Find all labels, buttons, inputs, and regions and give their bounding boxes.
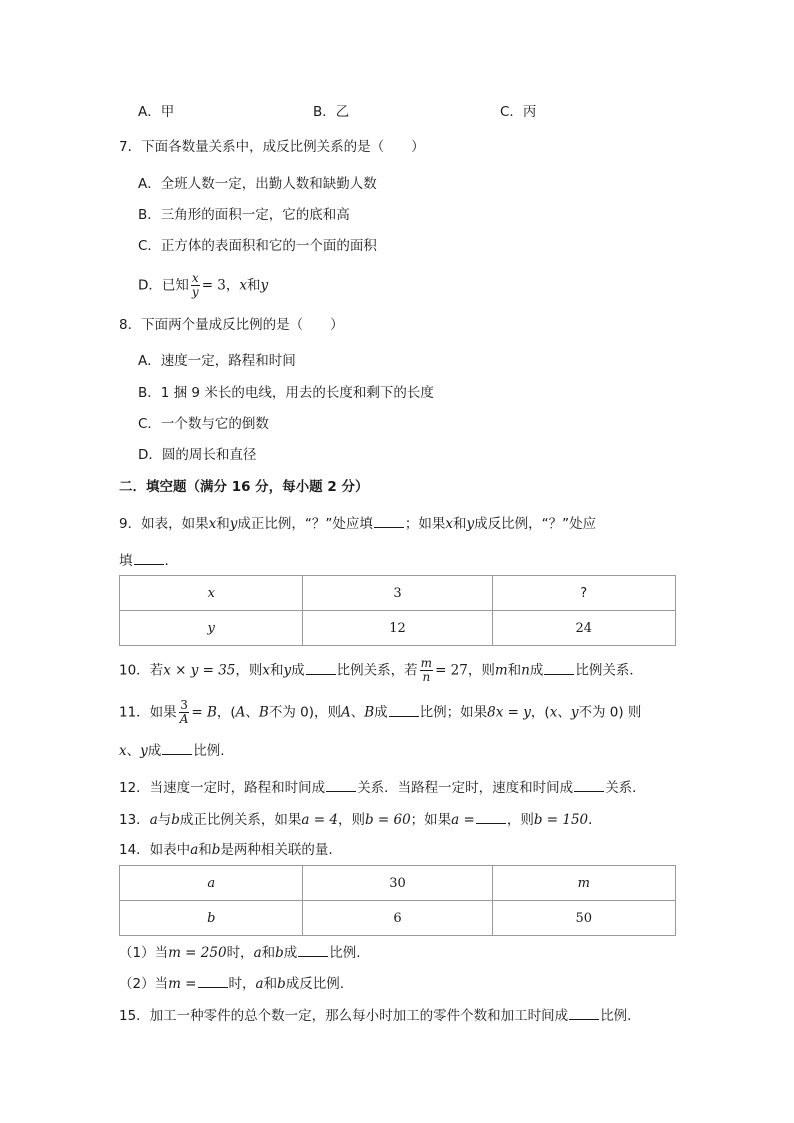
q9-text: 和 <box>452 516 467 532</box>
table-row <box>120 901 676 936</box>
q11-text: 比例. <box>193 743 225 759</box>
var-n: n <box>521 662 530 679</box>
var-y: y <box>260 277 269 294</box>
answer-blank <box>374 514 404 528</box>
answer-blank <box>326 778 356 792</box>
answer-blank <box>389 703 419 717</box>
q9-text: 成正比例，“？”处应填 <box>237 516 373 532</box>
q11-text: 不为 0)，则 <box>268 704 341 721</box>
var-a: a <box>255 976 264 992</box>
var-x: x <box>208 516 217 532</box>
fraction-numerator: x <box>191 271 199 285</box>
q14-text: 时， <box>226 945 254 961</box>
answer-blank <box>306 661 336 675</box>
q10-text: 比例关系，若 <box>336 662 418 679</box>
q14-text: 和 <box>261 945 276 961</box>
q14-text: 和 <box>198 842 212 858</box>
q9-line2 <box>119 551 169 570</box>
q7-stem: 7．下面各数量关系中，成反比例关系的是（ ） <box>119 139 425 155</box>
q10-fraction <box>420 657 433 684</box>
q6-option-a: A．甲 <box>138 104 175 120</box>
var-a: a <box>149 812 158 828</box>
q8-option-b: B．1 捆 9 米长的电线，用去的长度和剩下的长度 <box>138 385 434 401</box>
q10-text: 和 <box>507 662 522 679</box>
table-cell: m <box>492 866 676 901</box>
q13-text: ． <box>588 812 602 828</box>
q9-text: . <box>164 553 169 569</box>
q13-text: 成正比例关系，如果 <box>179 812 302 828</box>
var-b: B <box>364 704 375 721</box>
var-a: a <box>253 945 262 961</box>
q11-text: 11．如果 <box>119 704 177 721</box>
q14-text: 14．如表中 <box>119 842 191 858</box>
table-cell: y <box>120 611 303 646</box>
table-row <box>120 611 676 646</box>
table-row <box>120 866 676 901</box>
answer-blank <box>162 741 192 755</box>
fraction-numerator: m <box>420 656 433 670</box>
q11-text: ，( <box>216 704 236 721</box>
var-y: y <box>283 662 292 679</box>
q8-option-a: A．速度一定，路程和时间 <box>138 353 296 369</box>
q14-expr: m = 250 <box>168 945 227 961</box>
table-row <box>120 576 676 611</box>
q13-expr: b = 150 <box>533 812 589 828</box>
q10-text: ，则 <box>467 662 495 679</box>
q9-text: 成反比例，“？”处应 <box>474 516 597 532</box>
q7-d-fraction <box>191 272 200 299</box>
table-xy <box>119 575 676 646</box>
q13-expr: a = <box>451 812 475 828</box>
answer-blank <box>476 810 506 824</box>
q14-expr: m = <box>168 976 197 992</box>
q13-text: ，则 <box>337 812 365 828</box>
table-cell: a <box>120 866 303 901</box>
q12-text: 12．当速度一定时，路程和时间成 <box>119 780 326 796</box>
q11-line2 <box>119 741 225 760</box>
var-a: A <box>235 704 246 721</box>
q14-text: 和 <box>263 976 278 992</box>
section-heading: 二．填空题（满分 16 分，每小题 2 分） <box>119 479 369 495</box>
q13-text: ；如果 <box>410 812 452 828</box>
q9-line1 <box>119 514 596 533</box>
q10-text: 成 <box>529 662 544 679</box>
q12-line <box>119 778 646 797</box>
var-x: x <box>445 516 453 532</box>
q7-d-prefix: D．已知 <box>138 277 189 294</box>
var-y: y <box>466 516 475 532</box>
q10-expr: x × y = 35 <box>163 662 236 679</box>
q9-text: 9．如表，如果 <box>119 516 209 532</box>
table-cell: x <box>120 576 303 611</box>
answer-blank <box>134 551 164 565</box>
q7-d-and: 和 <box>247 277 261 294</box>
q12-text: 关系． <box>605 780 646 796</box>
q11-text: 不为 0) 则 <box>578 704 642 721</box>
q11-text: 成 <box>147 743 162 759</box>
q11-text: 、 <box>557 704 571 721</box>
answer-blank <box>198 974 228 988</box>
q7-d-sep: ， <box>225 277 240 294</box>
table-cell: 12 <box>303 611 492 646</box>
q13-text: 13． <box>119 812 150 828</box>
q15-line <box>119 1006 631 1025</box>
answer-blank <box>298 943 328 957</box>
q14-text: 成反比例. <box>285 976 345 992</box>
q10-text: ，则 <box>235 662 263 679</box>
q11-line1 <box>119 699 641 726</box>
var-b: b <box>171 812 180 828</box>
q14-text: （1）当 <box>119 945 169 961</box>
var-x: x <box>119 743 127 759</box>
q11-equals: = B <box>191 704 217 721</box>
table-cell: ? <box>492 576 676 611</box>
q14-sub1 <box>119 943 361 962</box>
table-cell: 24 <box>492 611 676 646</box>
q11-expr: 8x = y <box>487 704 531 721</box>
q8-option-c: C．一个数与它的倒数 <box>138 416 269 432</box>
fraction-denominator: y <box>191 285 199 299</box>
table-cell: 30 <box>303 866 492 901</box>
q9-text: ；如果 <box>404 516 446 532</box>
q11-text: 比例；如果 <box>419 704 488 721</box>
q11-fraction <box>179 699 190 726</box>
fraction-denominator: n <box>422 670 431 684</box>
q11-text: ，( <box>530 704 550 721</box>
var-b: b <box>211 842 221 858</box>
q8-stem: 8．下面两个量成反比例的是（ ） <box>119 317 344 333</box>
q11-text: 成 <box>374 704 388 721</box>
q14-text: 是两种相关联的量. <box>220 842 333 858</box>
q12-text: 关系．当路程一定时，速度和时间成 <box>357 780 574 796</box>
q6-option-b: B．乙 <box>313 104 350 120</box>
q14-text: 成 <box>283 945 298 961</box>
var-x: x <box>239 277 248 294</box>
var-x: x <box>262 662 271 679</box>
q13-expr: b = 60 <box>364 812 411 828</box>
q8-option-d: D．圆的周长和直径 <box>138 447 257 463</box>
q9-text: 填 <box>119 553 133 569</box>
q10-line <box>119 657 643 684</box>
q6-option-c: C．丙 <box>500 104 537 120</box>
q10-text: 和 <box>270 662 284 679</box>
table-ab <box>119 865 676 936</box>
var-y: y <box>229 516 238 532</box>
table-cell: 6 <box>303 901 492 936</box>
q10-text: 比例关系． <box>575 662 643 679</box>
var-a: a <box>190 842 199 858</box>
answer-blank <box>569 1006 599 1020</box>
var-a: A <box>341 704 351 721</box>
q15-text: 15．加工一种零件的总个数一定，那么每小时加工的零件个数和加工时间成 <box>119 1008 569 1024</box>
answer-blank <box>574 778 604 792</box>
table-cell: 3 <box>303 576 492 611</box>
q14-stem <box>119 841 333 859</box>
q13-expr: a = 4 <box>301 812 338 828</box>
var-x: x <box>549 704 558 721</box>
var-b: B <box>258 704 269 721</box>
q7-option-b: B．三角形的面积一定，它的底和高 <box>138 207 350 223</box>
q11-text: 、 <box>350 704 365 721</box>
table-cell: 50 <box>492 901 676 936</box>
q13-text: ，则 <box>506 812 534 828</box>
q10-text: 成 <box>291 662 305 679</box>
q15-text: 比例. <box>600 1008 632 1024</box>
var-m: m <box>494 662 508 679</box>
q14-sub2 <box>119 974 344 993</box>
q9-text: 和 <box>216 516 230 532</box>
q13-text: 与 <box>157 812 172 828</box>
q11-text: 、 <box>245 704 259 721</box>
q13-line <box>119 810 602 829</box>
var-y: y <box>140 743 148 759</box>
fraction-numerator: 3 <box>180 698 188 712</box>
q11-text: 、 <box>126 743 141 759</box>
q14-text: （2）当 <box>119 976 169 992</box>
q7-option-d <box>138 272 268 299</box>
q7-d-equals: = 3 <box>201 277 226 294</box>
q14-text: 时， <box>228 976 256 992</box>
var-y: y <box>570 704 579 721</box>
table-cell: b <box>120 901 303 936</box>
q14-text: 比例. <box>329 945 361 961</box>
var-b: b <box>277 976 286 992</box>
answer-blank <box>544 661 574 675</box>
q10-text: 10．若 <box>119 662 164 679</box>
q7-option-a: A．全班人数一定，出勤人数和缺勤人数 <box>138 176 377 192</box>
fraction-denominator: A <box>179 712 189 726</box>
var-b: b <box>275 945 284 961</box>
q7-option-c: C．正方体的表面积和它的一个面的面积 <box>138 238 377 254</box>
q10-equals: = 27 <box>435 662 468 679</box>
